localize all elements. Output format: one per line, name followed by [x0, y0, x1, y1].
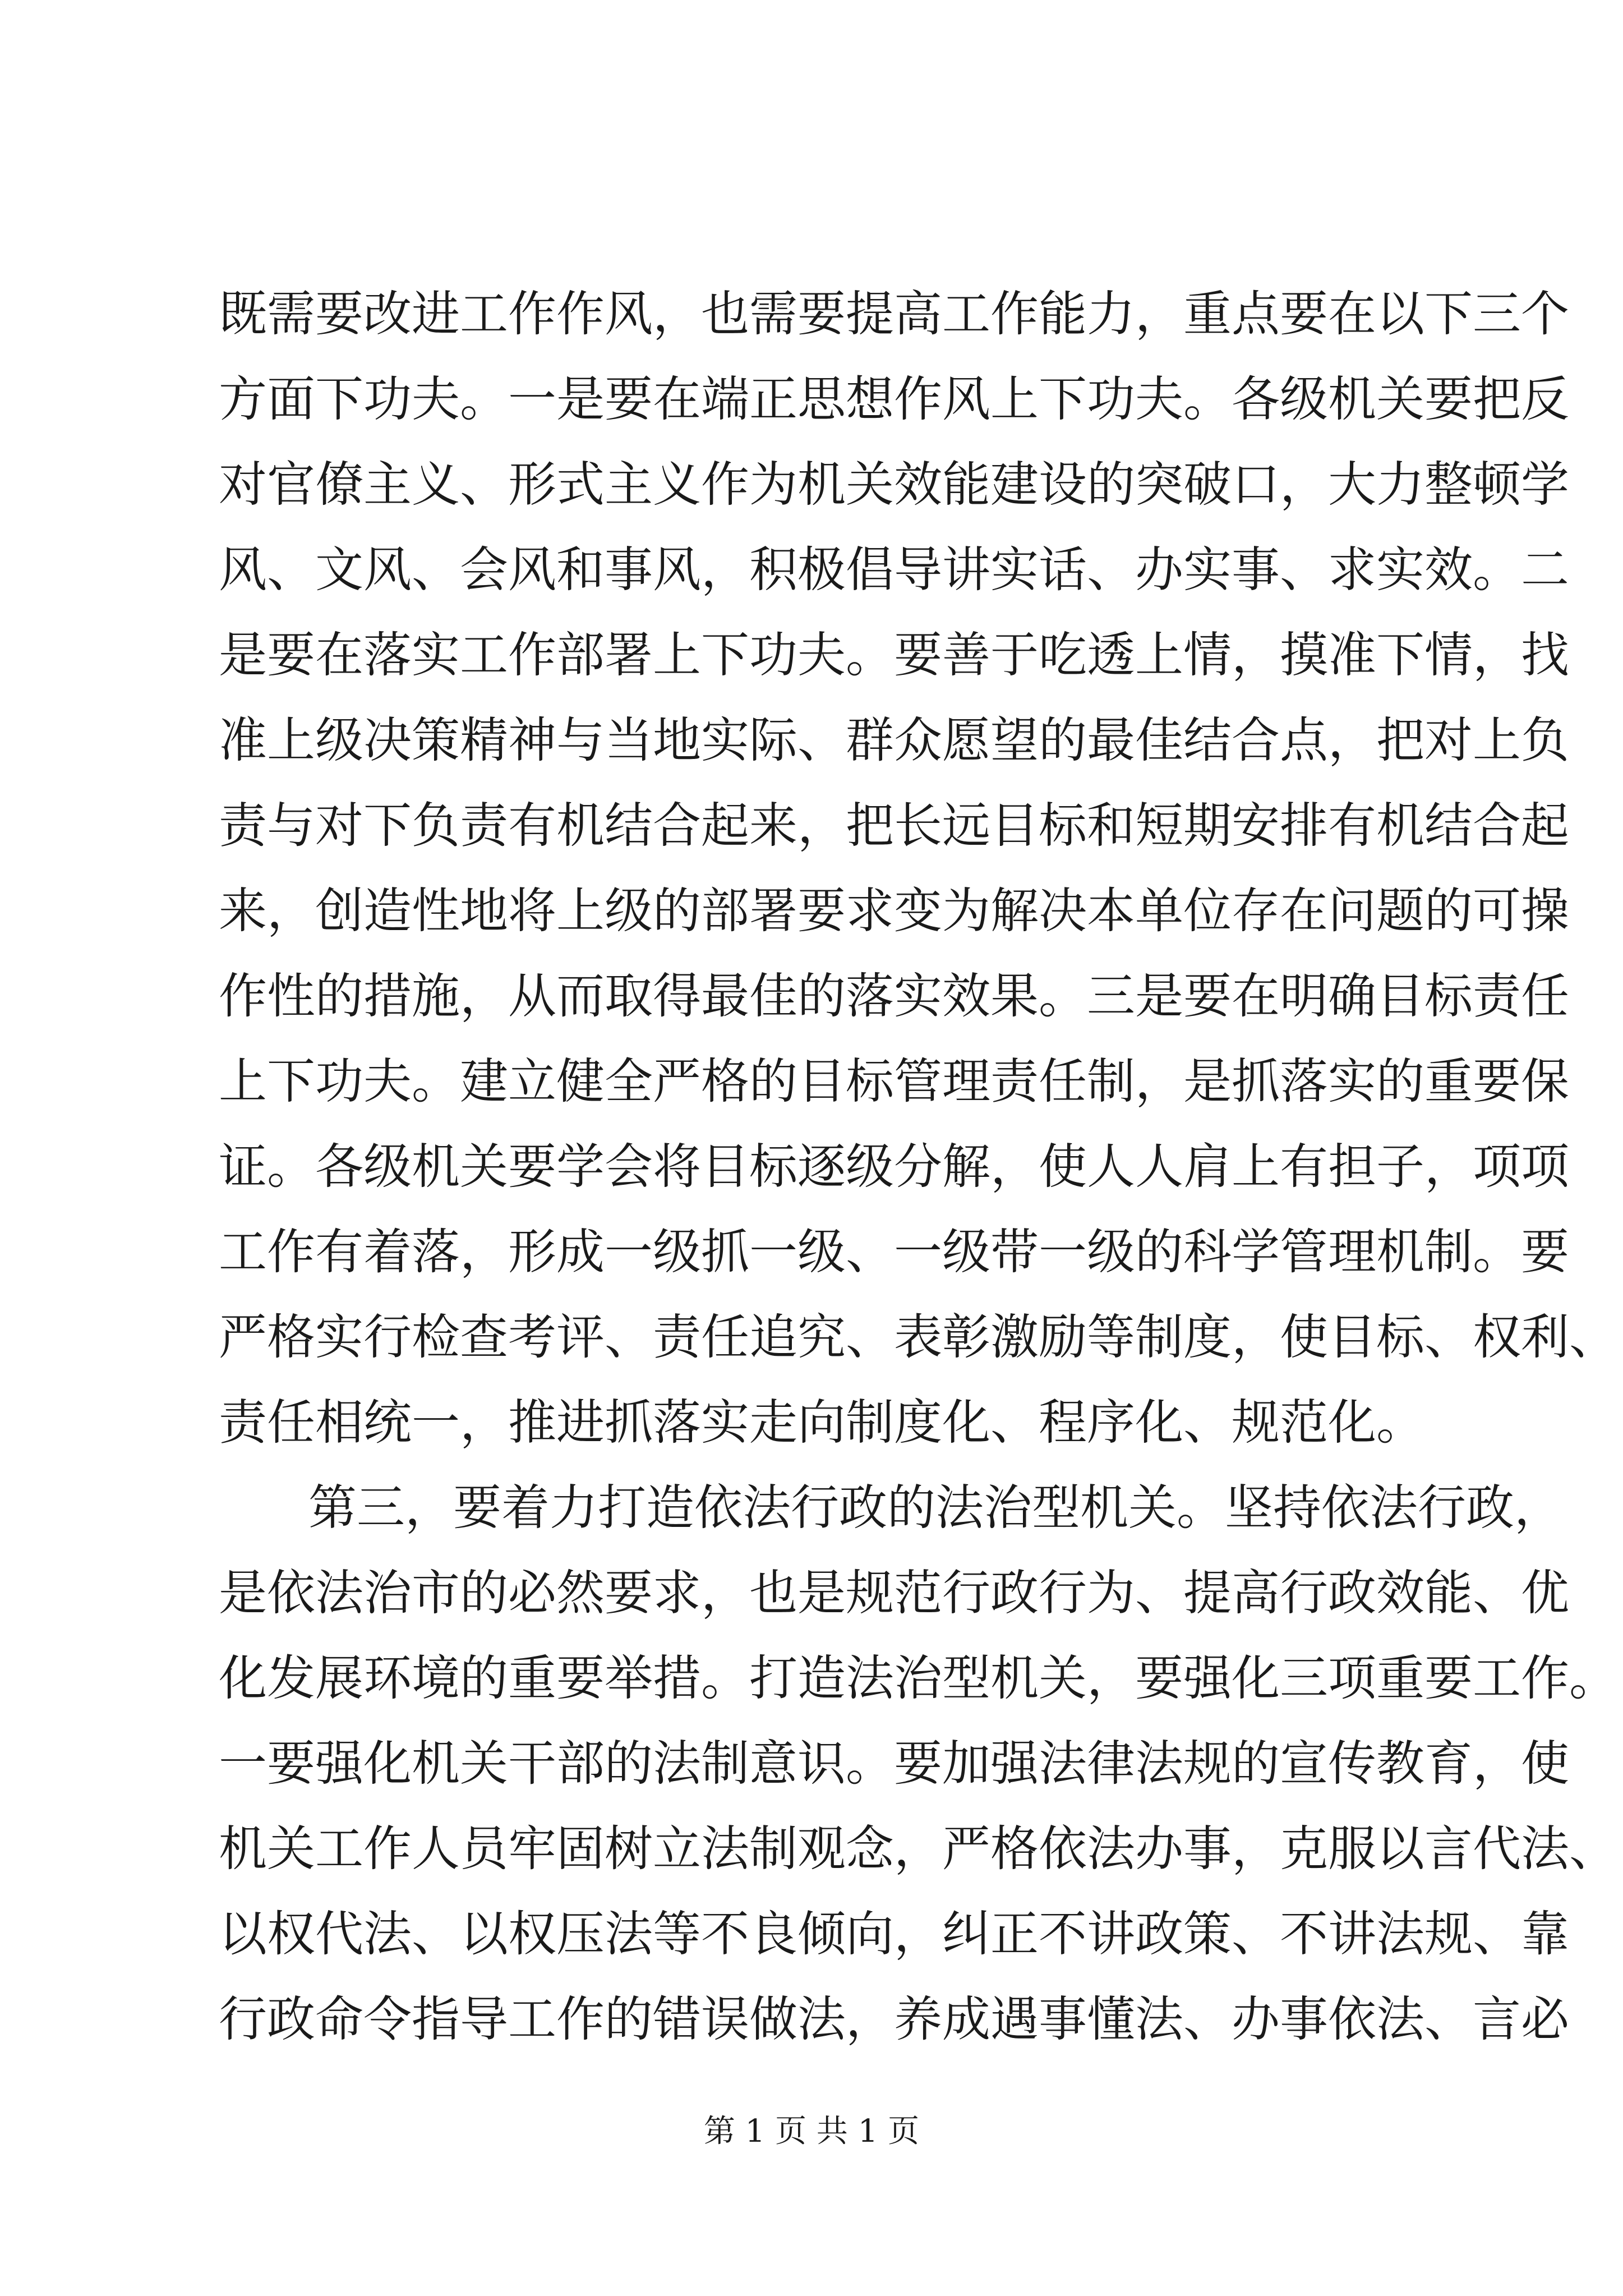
paragraph-line: 是依法治市的必然要求，也是规范行政行为、提高行政效能、优 — [219, 1565, 1569, 1621]
paragraph-line: 行政命令指导工作的错误做法，养成遇事懂法、办事依法、言必 — [219, 1991, 1569, 2047]
paragraph-line: 对官僚主义、形式主义作为机关效能建设的突破口，大力整顿学 — [219, 457, 1569, 513]
paragraph-line: 第三，要着力打造依法行政的法治型机关。坚持依法行政， — [308, 1480, 1562, 1536]
paragraph-line: 证。各级机关要学会将目标逐级分解，使人人肩上有担子，项项 — [219, 1139, 1569, 1195]
paragraph-line: 以权代法、以权压法等不良倾向，纠正不讲政策、不讲法规、靠 — [219, 1906, 1569, 1962]
paragraph-line: 一要强化机关干部的法制意识。要加强法律法规的宣传教育，使 — [219, 1736, 1569, 1792]
paragraph-line: 上下功夫。建立健全严格的目标管理责任制，是抓落实的重要保 — [219, 1053, 1569, 1110]
paragraph-line: 既需要改进工作作风，也需要提高工作能力，重点要在以下三个 — [219, 286, 1569, 342]
paragraph-line: 化发展环境的重要举措。打造法治型机关，要强化三项重要工作。 — [219, 1650, 1617, 1706]
paragraph-line: 方面下功夫。一是要在端正思想作风上下功夫。各级机关要把反 — [219, 371, 1569, 427]
paragraph-line: 责任相统一，推进抓落实走向制度化、程序化、规范化。 — [219, 1395, 1424, 1451]
paragraph-line: 风、文风、会风和事风，积极倡导讲实话、办实事、求实效。二 — [219, 542, 1569, 598]
paragraph-line: 作性的措施，从而取得最佳的落实效果。三是要在明确目标责任 — [219, 968, 1569, 1024]
paragraph-line: 工作有着落，形成一级抓一级、一级带一级的科学管理机制。要 — [219, 1224, 1569, 1280]
paragraph-line: 是要在落实工作部署上下功夫。要善于吃透上情，摸准下情，找 — [219, 627, 1569, 683]
page-footer: 第 1 页 共 1 页 — [703, 2113, 920, 2150]
paragraph-line: 严格实行检查考评、责任追究、表彰激励等制度，使目标、权利、 — [219, 1309, 1617, 1365]
paragraph-line: 机关工作人员牢固树立法制观念，严格依法办事，克服以言代法、 — [219, 1821, 1617, 1877]
paragraph-line: 准上级决策精神与当地实际、群众愿望的最佳结合点，把对上负 — [219, 712, 1569, 769]
paragraph-line: 责与对下负责有机结合起来，把长远目标和短期安排有机结合起 — [219, 798, 1569, 854]
paragraph-line: 来，创造性地将上级的部署要求变为解决本单位存在问题的可操 — [219, 883, 1569, 939]
